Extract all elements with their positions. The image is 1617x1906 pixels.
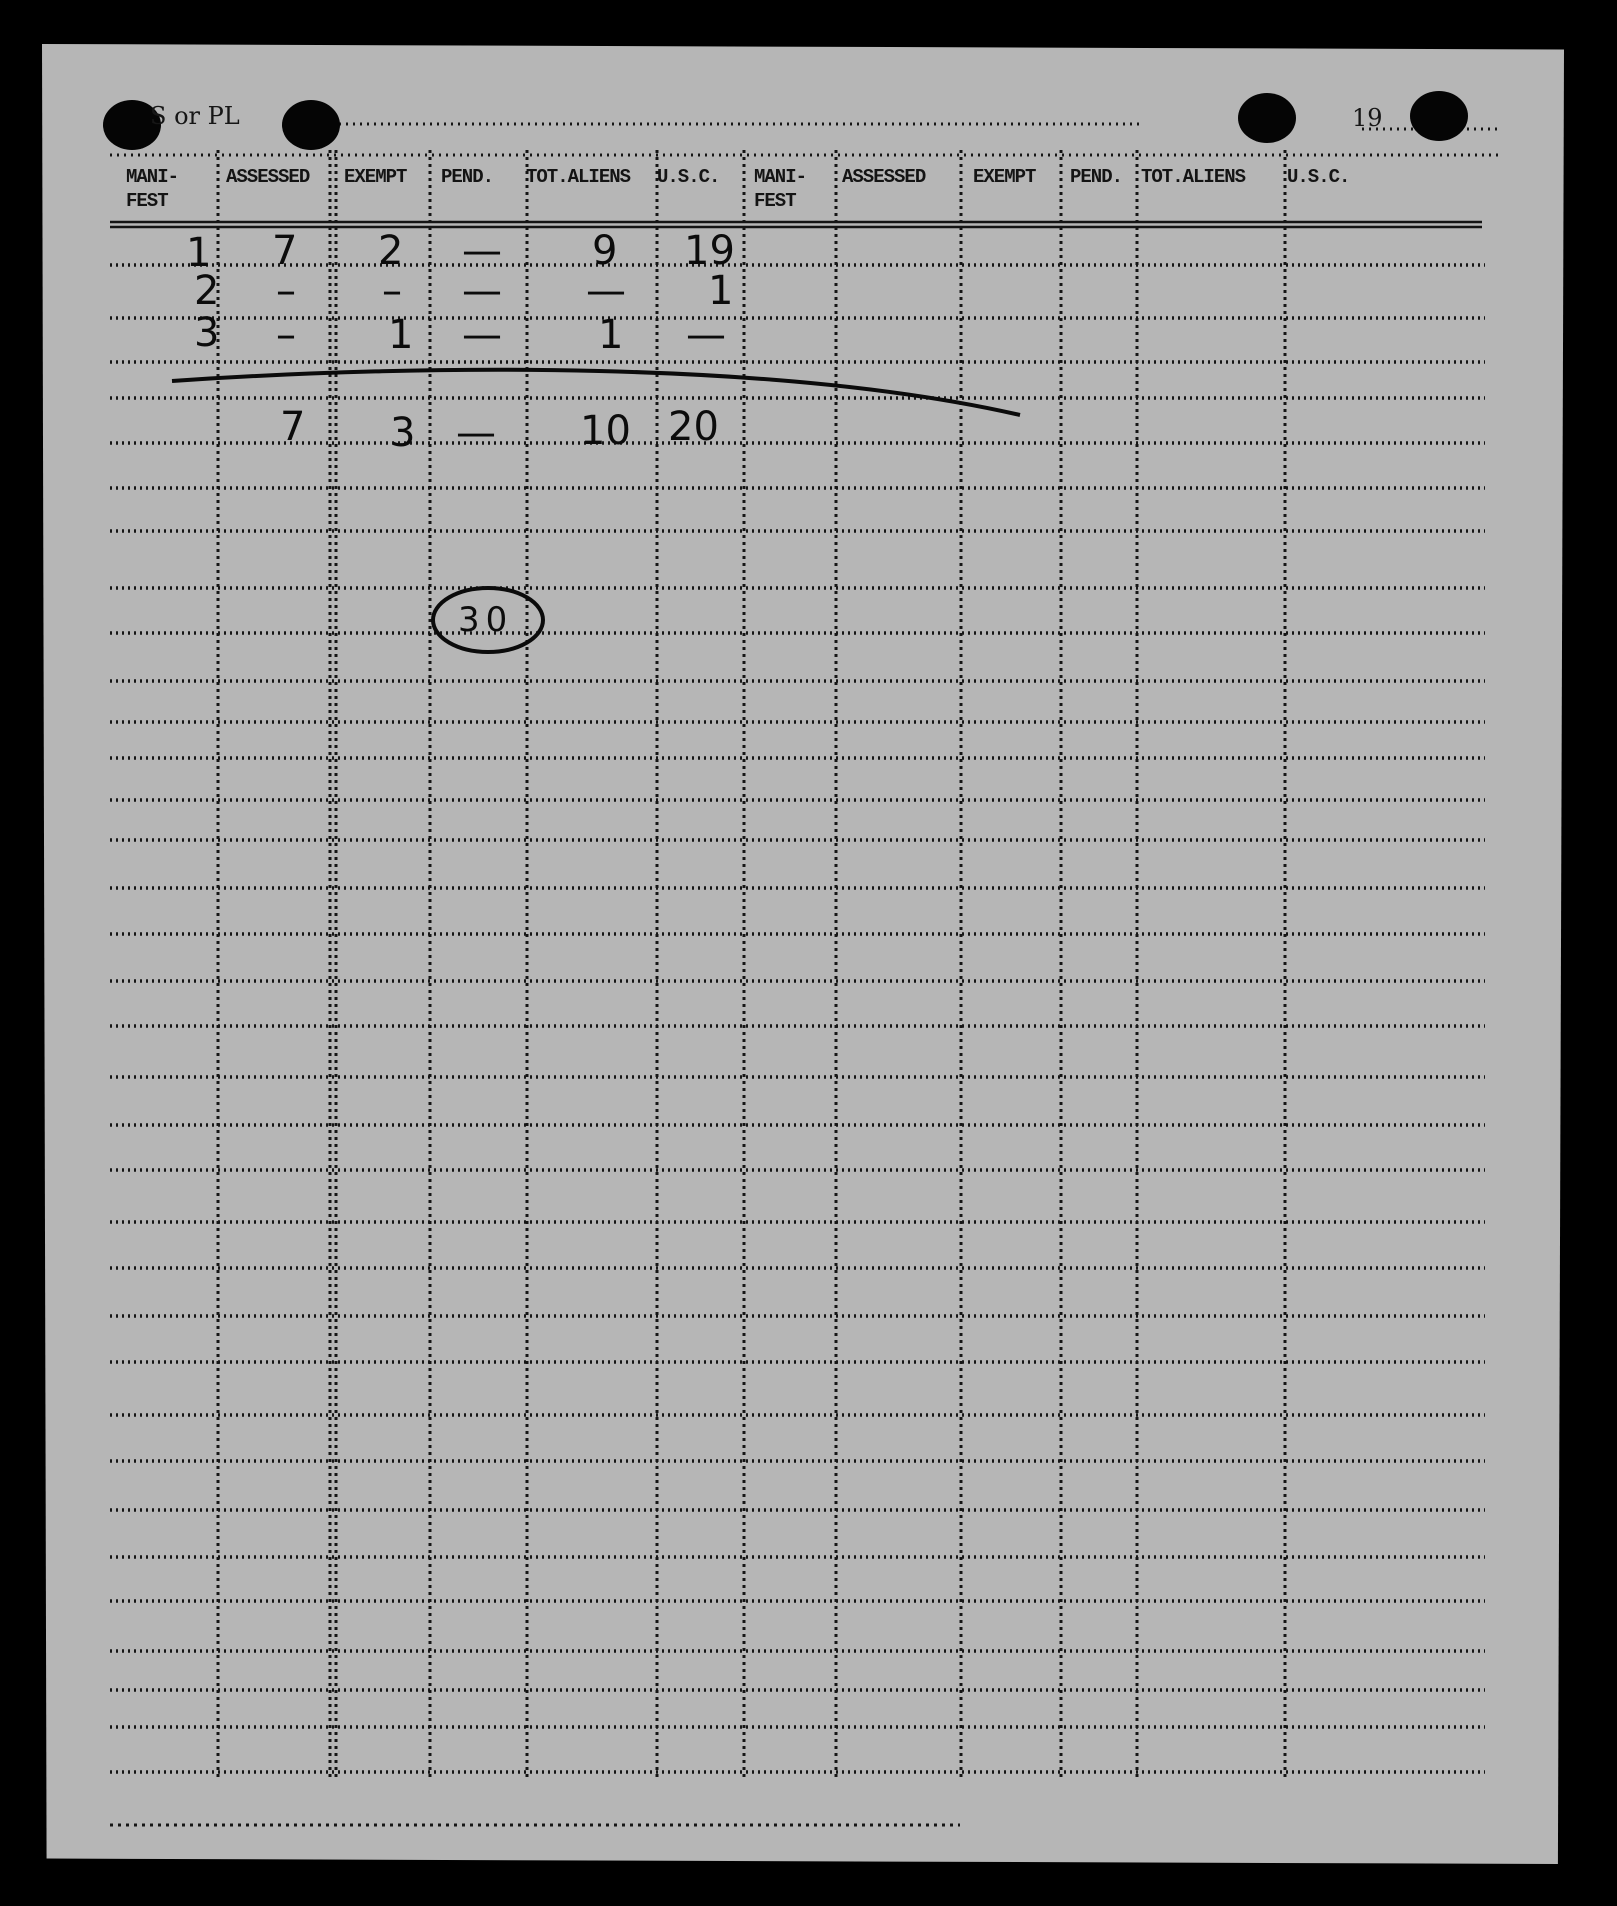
col-tot-aliens-right: TOT.ALIENS (1141, 166, 1246, 188)
col-usc-left: U.S.C. (657, 166, 720, 188)
col-exempt-right: EXEMPT (973, 166, 1036, 188)
col-tot-aliens-left: TOT.ALIENS (526, 166, 631, 188)
total-assessed: 7 (280, 404, 306, 450)
col-exempt-left: EXEMPT (344, 166, 407, 188)
entry-tot-aliens: — (586, 268, 626, 314)
punch-hole (1410, 91, 1468, 141)
col-pend-right: PEND. (1070, 166, 1123, 188)
entry-exempt: 2 (378, 228, 404, 274)
col-assessed-right: ASSESSED (842, 166, 926, 188)
entry-assessed: 7 (272, 228, 298, 274)
punch-hole (282, 100, 340, 150)
total-tot-aliens: 10 (580, 408, 631, 454)
entry-usc: 19 (684, 228, 735, 274)
punch-hole (1238, 93, 1296, 143)
total-usc: 20 (668, 404, 719, 450)
entry-pend: — (462, 312, 502, 358)
total-exempt: 3 (390, 410, 416, 456)
entry-pend: — (462, 268, 502, 314)
entry-exempt: – (382, 268, 402, 314)
entry-usc: — (686, 312, 726, 358)
year-label: 19 (1352, 104, 1383, 132)
col-pend-left: PEND. (441, 166, 494, 188)
entry-assessed: – (276, 268, 296, 314)
entry-exempt: 1 (388, 312, 414, 358)
grand-total: 30 (458, 600, 514, 640)
entry-usc: 1 (708, 268, 734, 314)
entry-tot-aliens: 1 (598, 312, 624, 358)
col-assessed-left: ASSESSED (226, 166, 310, 188)
entry-manifest: 3 (194, 310, 220, 356)
col-manifest-left: MANI- FEST (126, 166, 179, 212)
entry-assessed: – (276, 312, 296, 358)
entry-tot-aliens: 9 (592, 228, 618, 274)
total-pend: — (456, 410, 496, 456)
entry-manifest: 2 (194, 268, 220, 314)
col-manifest-right: MANI- FEST (754, 166, 807, 212)
entry-pend: — (462, 228, 502, 274)
col-usc-right: U.S.C. (1287, 166, 1350, 188)
vessel-label: S or PL (150, 102, 240, 130)
entry-manifest: 1 (186, 230, 212, 276)
